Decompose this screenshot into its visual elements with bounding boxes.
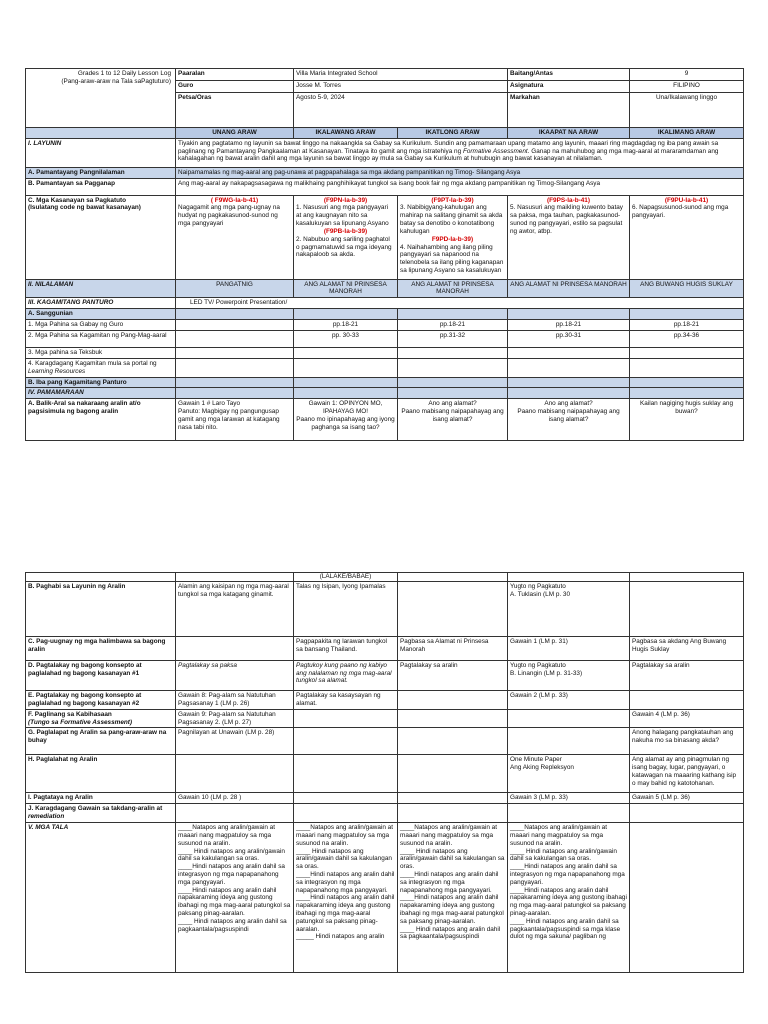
kasanayan-day2: (F9PN-Ia-b-39) 1. Nasusuri ang mga pangyayari at ang kaugnayan nito sa kasalukuyan sa lipunang Asyano (F9PB-Ia-b-39) 2. Nabubuo ang sariling paghatol o pagmamatuwid sa mga ideyang nakapaloob sa akda. — [294, 195, 398, 279]
pagtataya-day5: Gawain 5 (LM p. 36) — [630, 793, 744, 804]
kagamitan-day5: pp.34-36 — [630, 330, 744, 347]
kagamitan-label: 2. Mga Pahina sa Kagamitan ng Pang-Mag-aaral — [26, 330, 176, 347]
pagtataya-day1: Gawain 10 (LM p. 28 ) — [176, 793, 294, 804]
balik-aral-day3: Ano ang alamat? Paano mabisang naipapahayag ang isang alamat? — [398, 399, 508, 441]
paghahabi-day5 — [630, 581, 744, 636]
day-5-header: IKALIMANG ARAW — [630, 128, 744, 139]
kasanayan-day3: (F9PT-Ia-b-39) 3. Nabibigyang-kahulugan ang mahirap na salitang ginamit sa akda batay sa denotibo o konotatibong kahulugan F9PD-Ia-b-39) 4. Naihahambing ang ilang piling pangyayari sa napanood na telenobela sa ilang piling kaganapan sa lipunang Asyano sa kasalukuyan — [398, 195, 508, 279]
pag-uugnay-day5: Pagbasa sa akdang Ang Buwang Hugis Suklay — [630, 636, 744, 660]
kasanayan-day5: (F9PU-Ia-b-41) 6. Napagsusunod-sunod ang mga pangyayari. — [630, 195, 744, 279]
layunin-label: I. LAYUNIN — [26, 138, 176, 167]
teksbuk-label: 3. Mga pahina sa Teksbuk — [26, 347, 176, 358]
pagtalakay2-label: E. Pagtalakay ng bagong konsepto at paglalahad ng bagong kasanayan #2 — [26, 690, 176, 709]
karagdagang-label: 4. Karagdagang Kagamitan mula sa portal ng Learning Resources — [26, 358, 176, 377]
pagtataya-day3 — [398, 793, 508, 804]
paglalahat-day1 — [176, 755, 294, 793]
paghahabi-label: B. Paghabi sa Layunin ng Aralin — [26, 581, 176, 636]
day-4-header: IKAAPAT NA ARAW — [508, 128, 630, 139]
nilalaman-day4: ANG ALAMAT NI PRINSESA MANORAH — [508, 279, 630, 298]
iba-pang-label: B. Iba pang Kagamitang Panturo — [26, 377, 176, 388]
mga-tala-day5 — [630, 823, 744, 973]
date-label: Petsa/Oras — [176, 93, 294, 128]
pamantayan-pangnilalaman-text: Naipamamalas ng mag-aaral ang pag-unawa at pagpapahalaga sa mga akdang pampanitikan ng Timog- Silangang Asya — [176, 167, 744, 178]
pamantayan-pagganap-text: Ang mag-aaral ay nakapagsasagawa ng malikhaing panghihikayat tungkol sa isang book fair ng mga akdang pampanitikan ng Timog-Silangang Asya — [176, 178, 744, 195]
paghahabi-day4: Yugto ng Pagkatuto A. Tuklasin (LM p. 30 — [508, 581, 630, 636]
pagtalakay2-day1: Gawain 8: Pag-alam sa Natutuhan Pagsasanay 1 (LM p. 26) — [176, 690, 294, 709]
pag-uugnay-day3: Pagbasa sa Alamat ni Prinsesa Manorah — [398, 636, 508, 660]
gabay-guro-day2: pp.18-21 — [294, 319, 398, 330]
pagtalakay1-day5: Pagtalakay sa aralin — [630, 660, 744, 690]
pamamaraan-label: IV. PAMAMARAAN — [26, 388, 176, 399]
grade-label: Baitang/Antas — [508, 69, 630, 81]
kagamitan-day4: pp.30-31 — [508, 330, 630, 347]
day-header-blank — [26, 128, 176, 139]
paglalapat-day1: Pagnilayan at Unawain (LM p. 28) — [176, 728, 294, 755]
day-header-row — [26, 128, 744, 139]
school-value: Villa Maria Integrated School — [294, 69, 508, 81]
pagtalakay2-day3 — [398, 690, 508, 709]
mga-tala-day3: ____Natapos ang aralin/gawain at maaari nang magpatuloy sa mga susunod na aralin. ____ Hindi natapos ang aralin/gawain dahil sa kakulangan sa oras. ____Hindi natapos ang aralin dahil sa integrasyon ng mga napapanahong mga pangyayari. ____Hindi natapos ang aralin dahil napakaraming ideya ang gustong ibahagi ng mga mag-aaral patungkol sa paksang pinag-aaralan. ____ Hindi natapos ang aralin dahil sa pagkaantala/pagsuspindi — [398, 823, 508, 973]
kabihasaan-day5: Gawain 4 (LM p. 36) — [630, 709, 744, 728]
kabihasaan-day2 — [294, 709, 398, 728]
pagtalakay2-day2: Pagtalakay sa kasaysayan ng alamat. — [294, 690, 398, 709]
kabihasaan-day4 — [508, 709, 630, 728]
nilalaman-day5: ANG BUWANG HUGIS SUKLAY — [630, 279, 744, 298]
paglalahat-day4: One Minute Paper Ang Aking Repleksyon — [508, 755, 630, 793]
balik-aral-day1: Gawain 1 # Laro Tayo Panuto: Magbigay ng pangungusap gamit ang mga larawan at katagang nasa tabi nito. — [176, 399, 294, 441]
day-2-header: IKALAWANG ARAW — [294, 128, 398, 139]
kabihasaan-day3 — [398, 709, 508, 728]
pag-uugnay-label: C. Pag-uugnay ng mga halimbawa sa bagong aralin — [26, 636, 176, 660]
pagtalakay1-label: D. Pagtalakay ng bagong konsepto at paglalahad ng bagong kasanayan #1 — [26, 660, 176, 690]
pagtalakay2-day5 — [630, 690, 744, 709]
nilalaman-label: II. NILALAMAN — [26, 279, 176, 298]
mga-tala-day1: ____Natapos ang aralin/gawain at maaari nang magpatuloy sa mga susunod na aralin. ____ Hindi natapos ang aralin/gawain dahil sa kakulangan sa oras. ____Hindi natapos ang aralin dahil sa integrasyon ng mga napapanahong mga pangyayari. ____Hindi natapos ang aralin dahil napakaraming ideya ang gustong ibahagi ng mga mag-aaral patungkol sa paksang pinag-aaralan. ____ Hindi natapos ang aralin dahil sa pagkaantala/pagsuspindi — [176, 823, 294, 973]
pagtataya-label: I. Pagtataya ng Aralin — [26, 793, 176, 804]
school-label: Paaralan — [176, 69, 294, 81]
nilalaman-day3: ANG ALAMAT NI PRINSESA MANORAH — [398, 279, 508, 298]
paglalapat-day2 — [294, 728, 398, 755]
mga-tala-label: V. MGA TALA — [26, 823, 176, 973]
nilalaman-day1: PANGATNIG — [176, 279, 294, 298]
paglalahat-day3 — [398, 755, 508, 793]
pag-uugnay-day4: Gawain 1 (LM p. 31) — [508, 636, 630, 660]
paglalapat-label: G. Paglalapat ng Aralin sa pang-araw-araw na buhay — [26, 728, 176, 755]
paglalahat-label: H. Paglalahat ng Aralin — [26, 755, 176, 793]
paglalahat-day2 — [294, 755, 398, 793]
gabay-guro-day1 — [176, 319, 294, 330]
gabay-guro-day4: pp.18-21 — [508, 319, 630, 330]
mga-tala-day2: ____Natapos ang aralin/gawain at maaari nang magpatuloy sa mga susunod na aralin. ____ Hindi natapos ang aralin/gawain dahil sa kakulangan sa oras. ____Hindi natapos ang aralin dahil sa integrasyon ng mga napapanahong mga pangyayari. ____Hindi natapos ang aralin dahil napakaraming ideya ang gustong ibahagi ng mga mag-aaral patungkol sa paksang pinag-aaralan. _____ Hindi natapos ang aralin — [294, 823, 398, 973]
mga-tala-day4: ____Natapos ang aralin/gawain at maaari nang magpatuloy sa mga susunod na aralin. ____ Hindi natapos ang aralin/gawain dahil sa kakulangan sa oras. ____Hindi natapos ang aralin dahil sa integrasyon ng mga napapanahong mga pangyayari. ____Hindi natapos ang aralin dahil napakaraming ideya ang gustong ibahagi ng mga mag-aaral patungkol sa paksang pinag-aaralan. ____ Hindi natapos ang aralin dahil sa pagkaantala/pagsuspindi sa mga klase dulot ng mga sakuna/ pagliban ng — [508, 823, 630, 973]
lesson-log-table-page1 — [25, 68, 744, 441]
balik-aral-day4: Ano ang alamat? Paano mabisang naipapahayag ang isang alamat? — [508, 399, 630, 441]
paglalapat-day3 — [398, 728, 508, 755]
subject-value: FILIPINO — [630, 81, 744, 93]
pagtataya-day2 — [294, 793, 398, 804]
pag-uugnay-day2: Pagpapakita ng larawan tungkol sa bansang Thailand. — [294, 636, 398, 660]
grade-value: 9 — [630, 69, 744, 81]
pagtalakay1-day1: Pagtalakay sa paksa — [176, 660, 294, 690]
kagamitang-text: LED TV/ Powerpoint Presentation/ — [176, 298, 744, 309]
pagtataya-day4: Gawain 3 (LM p. 33) — [508, 793, 630, 804]
paghahabi-day1: Alamin ang kaisipan ng mga mag-aaral tungkol sa mga katagang ginamit. — [176, 581, 294, 636]
paghahabi-day2: Talas ng Isipan, Iyong Ipamalas — [294, 581, 398, 636]
subject-label: Asignatura — [508, 81, 630, 93]
pagtalakay1-day4: Yugto ng Pagkatuto B. Linangin (LM p. 31-33) — [508, 660, 630, 690]
kabihasaan-label: F. Paglinang sa Kabihasaan (Tungo sa Formative Assessment) — [26, 709, 176, 728]
pamantayan-pagganap-label: B. Pamantayan sa Pagganap — [26, 178, 176, 195]
date-value: Agosto 5-9, 2024 — [294, 93, 508, 128]
kasanayan-day4: (F9PS-Ia-b-41) 5. Nasusuri ang maikling kuwento batay sa paksa, mga tauhan, pagkakasunod-sunod ng pangyayari, estilo sa pagsulat ng awtor, atbp. — [508, 195, 630, 279]
day-3-header: IKATLONG ARAW — [398, 128, 508, 139]
teacher-label: Guro — [176, 81, 294, 93]
balik-aral-day5: Kailan nagiging hugis suklay ang buwan? — [630, 399, 744, 441]
paghahabi-day3 — [398, 581, 508, 636]
balik-aral-label: A. Balik-Aral sa nakaraang aralin at/o pagsisimula ng bagong aralin — [26, 399, 176, 441]
day-1-header: UNANG ARAW — [176, 128, 294, 139]
nilalaman-day2: ANG ALAMAT NI PRINSESA MANORAH — [294, 279, 398, 298]
pag-uugnay-day1 — [176, 636, 294, 660]
balik-aral-day2: Gawain 1: OPINYON MO, IPAHAYAG MO! Paano mo ipinapahayag ang iyong paghanga sa isang tao? — [294, 399, 398, 441]
pagtalakay2-day4: Gawain 2 (LM p. 33) — [508, 690, 630, 709]
page2-top-text: (LALAKE/BABAE) — [294, 573, 398, 582]
gabay-guro-label: 1. Mga Pahina sa Gabay ng Guro — [26, 319, 176, 330]
lesson-log-table-page2 — [25, 572, 744, 973]
pagtalakay1-day2: Pagtukoy kung paano ng kabiyo ang nalalaman ng mga mag-aaral tungkol sa alamat. — [294, 660, 398, 690]
gabay-guro-day5: pp.18-21 — [630, 319, 744, 330]
paglalahat-day5: Ang alamat ay ang pinagmulan ng isang bagay, lugar, pangyayari, o katawagan na maaaring kathang isip o may bahid ng katotohanan. — [630, 755, 744, 793]
kagamitan-day1 — [176, 330, 294, 347]
doc-label: Grades 1 to 12 Daily Lesson Log (Pang-araw-araw na Tala saPagtuturo) — [26, 69, 176, 128]
pamantayan-pangnilalaman-label: A. Pamantayang Pangnilalaman — [26, 167, 176, 178]
kasanayan-day1: ( F9WG-Ia-b-41) Nagagamit ang mga pang-ugnay na hudyat ng pagkakasunod-sunod ng mga pangyayari — [176, 195, 294, 279]
layunin-text: Tiyakin ang pagtatamo ng layunin sa bawat linggo na nakaangkla sa Gabay sa Kurikulum. Sundin ang pamamaraan upang matamo ang layunin, maaari ring magdagdag ng iba pang awain sa paglinang ng Pamantayang Pangkaalaman at Kasanayan. Tinataya ito gamit ang mga istratehiya ng Formative Assessment. Ganap na mahuhubog ang mga mag-aaral at mararamdaman ang kahalagahan ng bawat aralin dahil ang mga layunin sa bawat linggo ay mula sa Gabay sa Kurikulum at huhubugin ang bawat kasanayan at nilalaman. — [176, 138, 744, 167]
paglalapat-day4 — [508, 728, 630, 755]
kasanayan-label: C. Mga Kasanayan sa Pagkatuto (Isulatang code ng bawat kasanayan) — [26, 195, 176, 279]
kagamitan-day3: pp.31-32 — [398, 330, 508, 347]
kabihasaan-day1: Gawain 9: Pag-alam sa Natutuhan Pagsasanay 2. (LM p. 27) — [176, 709, 294, 728]
gabay-guro-day3: pp.18-21 — [398, 319, 508, 330]
quarter-value: Una/Ikalawang linggo — [630, 93, 744, 128]
paglalapat-day5: Anong halagang pangkatauhan ang nakuha mo sa binasang akda? — [630, 728, 744, 755]
pagtalakay1-day3: Pagtalakay sa aralin — [398, 660, 508, 690]
kagamitang-label: III. KAGAMITANG PANTURO — [26, 298, 176, 309]
sanggunian-label: A. Sanggunian — [26, 309, 176, 320]
kagamitan-day2: pp. 30-33 — [294, 330, 398, 347]
karagdagang-gawain-label: J. Karagdagang Gawain sa takdang-aralin at remediation — [26, 804, 176, 823]
teacher-value: Josse M. Torres — [294, 81, 508, 93]
quarter-label: Markahan — [508, 93, 630, 128]
